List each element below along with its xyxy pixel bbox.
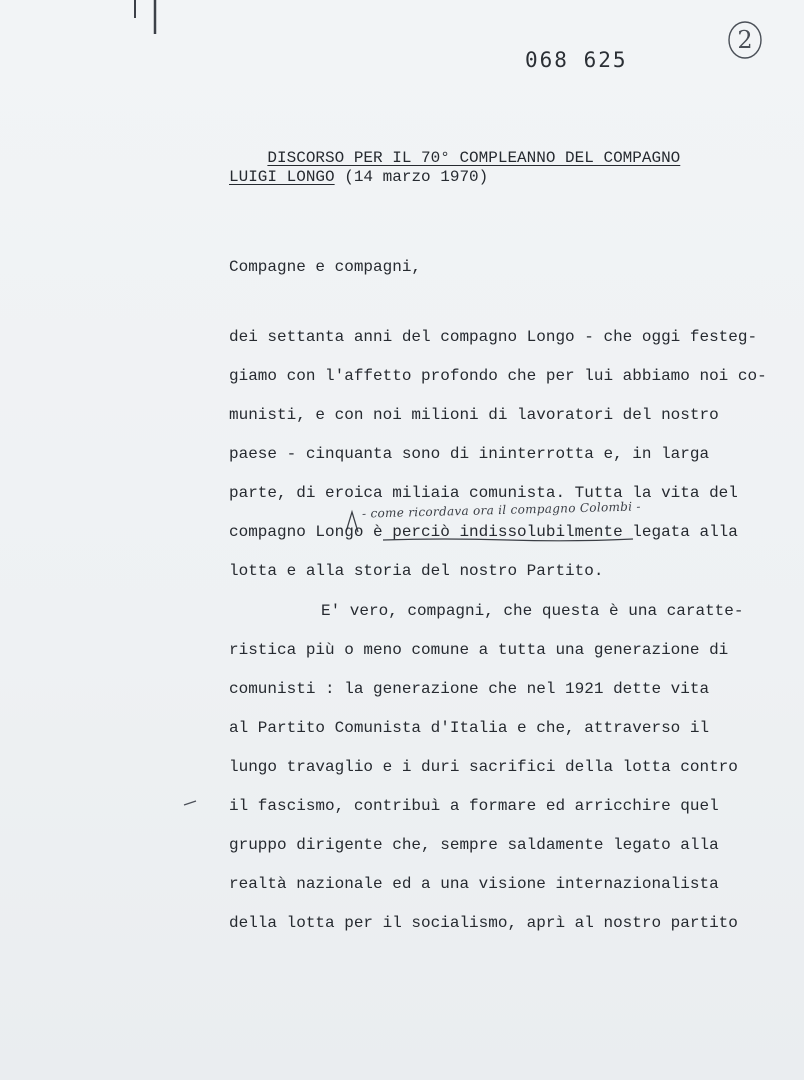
handwritten-insertion: - come ricordava ora il compagno Colombi - xyxy=(361,499,641,521)
paragraph1-line: lotta e alla storia del nostro Partito. xyxy=(229,562,604,580)
paragraph1-line: compagno Longo è perciò indissolubilmente legata alla xyxy=(229,523,738,541)
paragraph2-line: ristica più o meno comune a tutta una generazione di xyxy=(229,641,729,659)
paragraph1-line: giamo con l'affetto profondo che per lui abbiamo noi co- xyxy=(229,367,767,385)
paragraph1-line: munisti, e con noi milioni di lavoratori del nostro xyxy=(229,406,719,424)
paragraph1-line: parte, di eroica miliaia comunista. Tutta la vita del xyxy=(229,484,738,502)
document-number: 068 625 xyxy=(525,48,628,72)
staple-mark-icon xyxy=(131,0,161,34)
paragraph2-line: gruppo dirigente che, sempre saldamente legato alla xyxy=(229,836,719,854)
title-line-2 xyxy=(229,167,488,187)
handwritten-underline-icon xyxy=(383,537,633,543)
paragraph2-line: il fascismo, contribuì a formare ed arricchire quel xyxy=(229,797,719,815)
paragraph2-line: al Partito Comunista d'Italia e che, attraverso il xyxy=(229,719,710,737)
paragraph2-line: E' vero, compagni, che questa è una caratte- xyxy=(321,602,744,620)
sheet-number: 2 xyxy=(737,26,753,54)
title-date: (14 marzo 1970) xyxy=(334,168,489,186)
title-text: DISCORSO PER IL 70° COMPLEANNO DEL COMPAGNO xyxy=(267,149,681,167)
paragraph2-line: comunisti : la generazione che nel 1921 dette vita xyxy=(229,680,710,698)
paragraph2-line: lungo travaglio e i duri sacrifici della lotta contro xyxy=(229,758,738,776)
margin-tick-icon xyxy=(182,795,202,809)
paragraph2-line: realtà nazionale ed a una visione internazionalista xyxy=(229,875,719,893)
paragraph1-line: paese - cinquanta sono di ininterrotta e, in larga xyxy=(229,445,710,463)
salutation: Compagne e compagni, xyxy=(229,258,422,276)
title-name: LUIGI LONGO xyxy=(229,168,335,186)
paragraph2-line: della lotta per il socialismo, aprì al nostro partito xyxy=(229,914,738,932)
sheet-number-circle xyxy=(727,20,763,60)
paragraph1-line: dei settanta anni del compagno Longo - che oggi festeg- xyxy=(229,328,758,346)
